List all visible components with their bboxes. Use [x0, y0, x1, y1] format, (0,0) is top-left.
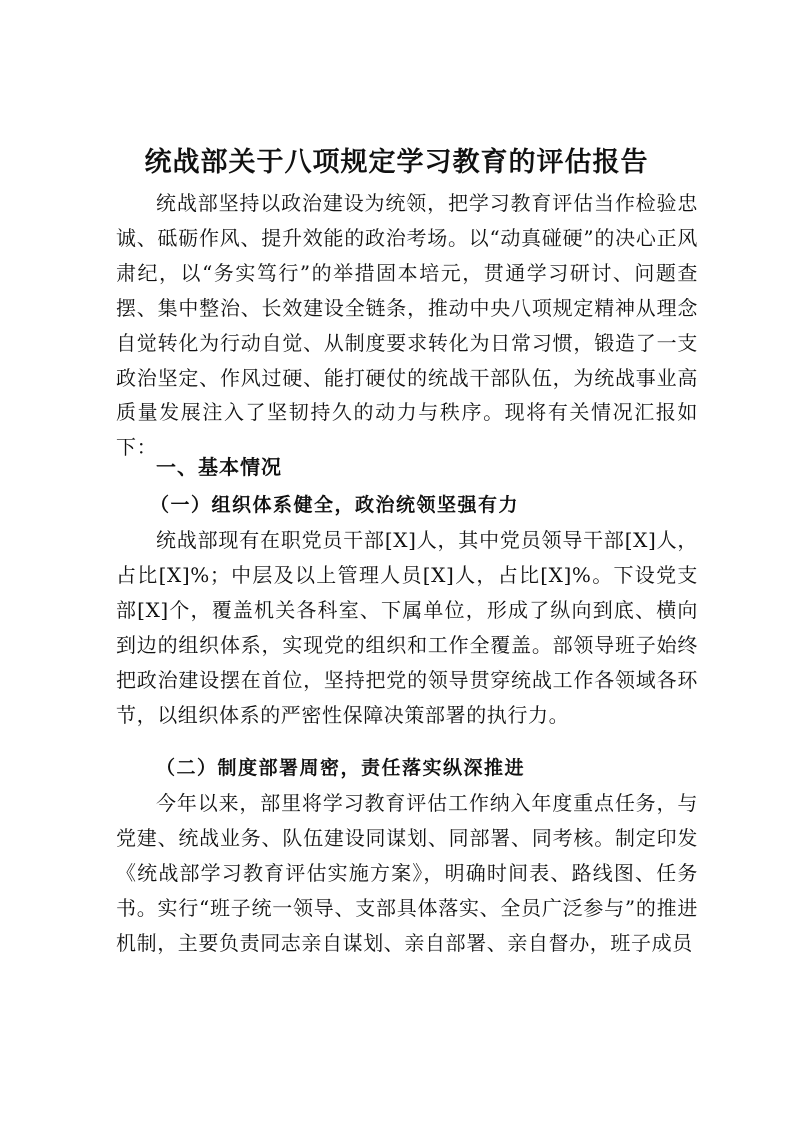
subsection-heading-organization: （一）组织体系健全，政治统领坚强有力	[150, 494, 520, 516]
intro-paragraph: 统战部坚持以政治建设为统领，把学习教育评估当作检验忠诚、砥砺作风、提升效能的政治考场。以“动真碰硬”的决心正风肃纪，以“务实笃行”的举措固本培元，贯通学习研讨、问题查摆、集中整治、长效建设全链条，推动中央八项规定精神从理念自觉转化为行动自觉、从制度要求转化为日常习惯，锻造了一支政治坚定、作风过硬、能打硬仗的统战干部队伍，为统战事业高质量发展注入了坚韧持久的动力与秩序。现将有关情况汇报如下：	[116, 191, 698, 460]
document-title: 统战部关于八项规定学习教育的评估报告	[144, 147, 649, 178]
subsection-heading-system-deployment: （二）制度部署周密，责任落实纵深推进	[156, 757, 526, 779]
organization-paragraph: 统战部现有在职党员干部[X]人，其中党员领导干部[X]人，占比[X]%；中层及以上管理人员[X]人，占比[X]%。下设党支部[X]个，覆盖机关各科室、下属单位，形成了纵向到底、横向到边的组织体系，实现党的组织和工作全覆盖。部领导班子始终把政治建设摆在首位，坚持把党的领导贯穿统战工作各领域各环节，以组织体系的严密性保障决策部署的执行力。	[116, 528, 698, 727]
system-deployment-paragraph: 今年以来，部里将学习教育评估工作纳入年度重点任务，与党建、统战业务、队伍建设同谋划、同部署、同考核。制定印发《统战部学习教育评估实施方案》，明确时间表、路线图、任务书。实行“班子统一领导、支部具体落实、全员广泛参与”的推进机制，主要负责同志亲自谋划、亲自部署、亲自督办，班子成员	[116, 791, 698, 955]
section-heading-basic-situation: 一、基本情况	[156, 455, 282, 479]
